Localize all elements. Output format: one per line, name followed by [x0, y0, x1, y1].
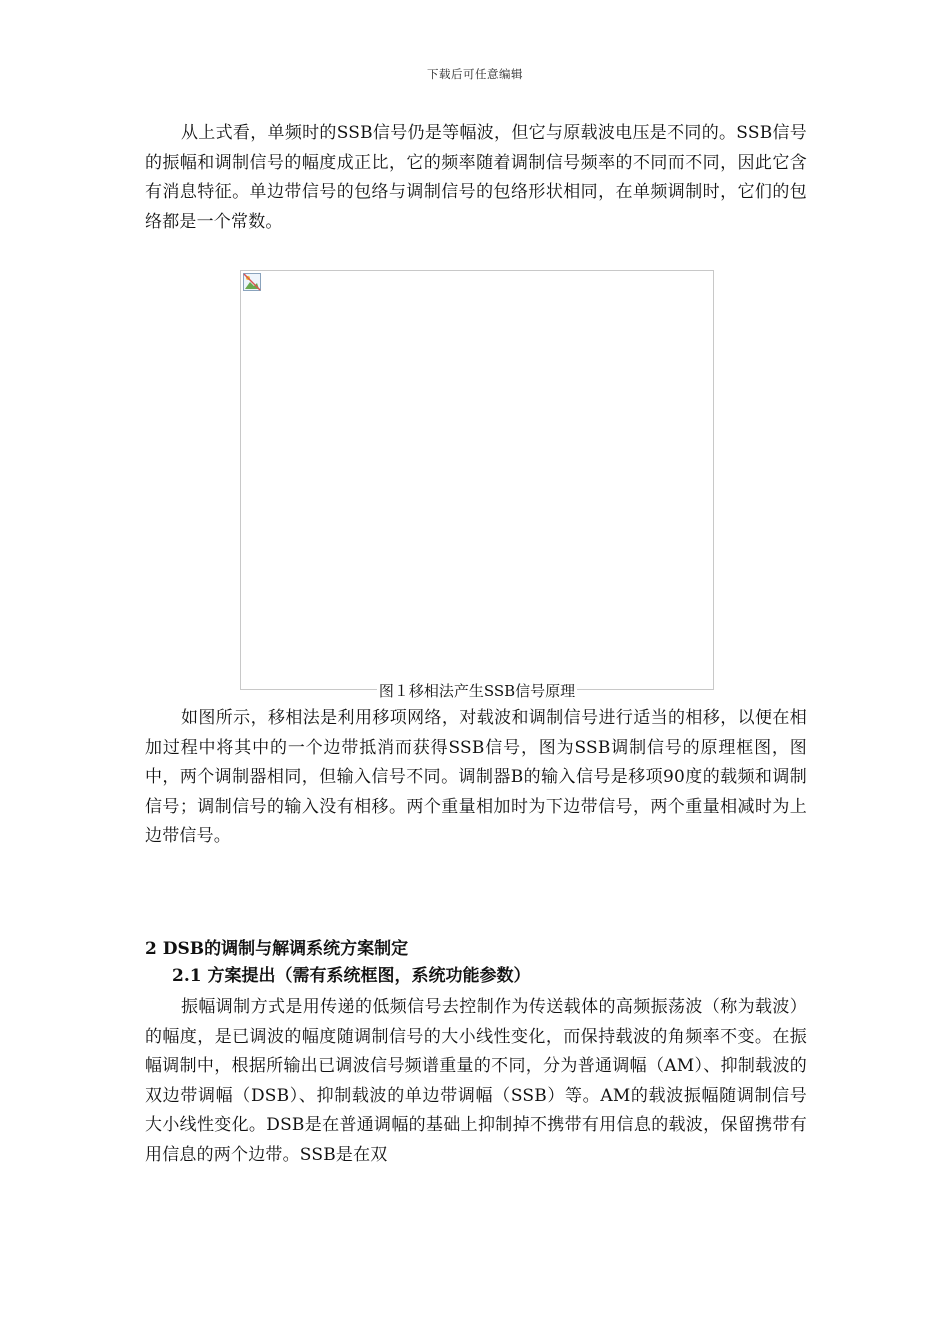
- subsection-heading: 2.1 方案提出（需有系统框图，系统功能参数）: [172, 966, 531, 986]
- paragraph-phase-shift-method: 如图所示，移相法是利用移项网络，对载波和调制信号进行适当的相移，以便在相加过程中将其中的一个边带抵消而获得SSB信号，图为SSB调制信号的原理框图，图中，两个调制器相同，但输入信号不同。调制器B的输入信号是移项90度的载频和调制信号；调制信号的输入没有相移。两个重量相加时为下边带信号，两个重量相减时为上边带信号。: [145, 708, 807, 846]
- figure-caption: [240, 680, 714, 702]
- figure-frame: [240, 270, 714, 690]
- paragraph-am-modulation: 振幅调制方式是用传递的低频信号去控制作为传送载体的高频振荡波（称为载波）的幅度，是已调波的幅度随调制信号的大小线性变化，而保持载波的角频率不变。在振幅调制中，根据所输出已调波信号频谱重量的不同，分为普通调幅（AM）、抑制载波的双边带调幅（DSB）、抑制载波的单边带调幅（SSB）等。AM的载波振幅随调制信号大小线性变化。DSB是在普通调幅的基础上抑制掉不携带有用信息的载波，保留携带有用信息的两个边带。SSB是在双: [145, 997, 807, 1165]
- section-heading: 2 DSB的调制与解调系统方案制定: [145, 939, 409, 959]
- broken-image-icon: [243, 273, 261, 291]
- figure-caption-text: 图１移相法产生SSB信号原理: [378, 682, 576, 700]
- paragraph-ssb-envelope: 从上式看，单频时的SSB信号仍是等幅波，但它与原载波电压是不同的。SSB信号的振幅和调制信号的幅度成正比，它的频率随着调制信号频率的不同而不同，因此它含有消息特征。单边带信号的包络与调制信号的包络形状相同，在单频调制时，它们的包络都是一个常数。: [145, 123, 807, 232]
- page-header: 下载后可任意编辑: [427, 67, 523, 81]
